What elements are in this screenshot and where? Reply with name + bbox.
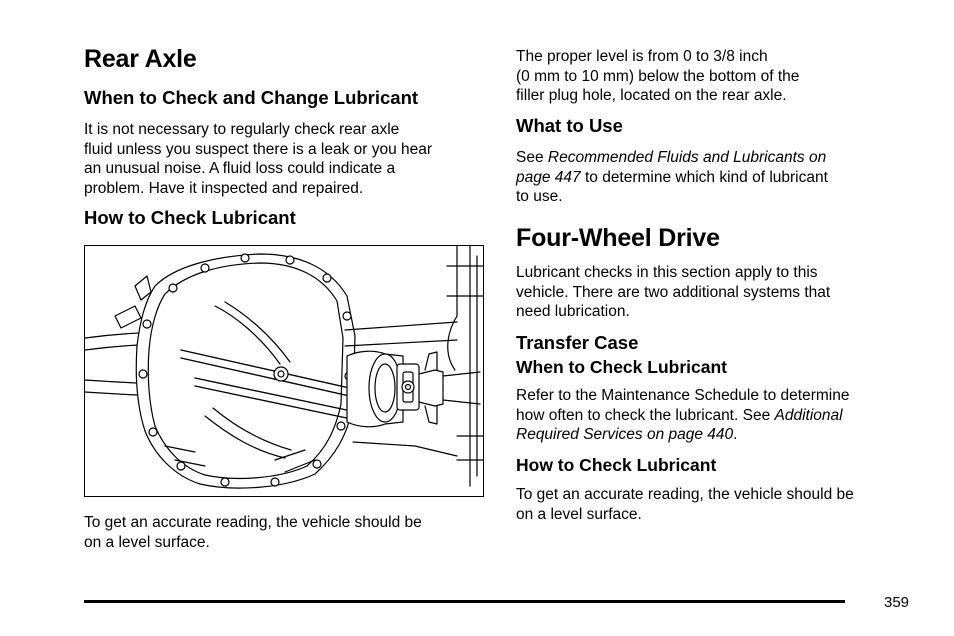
text-line: The proper level is from 0 to 3/8 inch (516, 48, 768, 65)
heading-transfer-case: Transfer Case (516, 332, 639, 353)
text-line: (0 mm to 10 mm) below the bottom of the (516, 67, 800, 85)
link-page-447[interactable]: page 447 (516, 168, 581, 186)
text-line (516, 425, 849, 445)
link-page-440[interactable]: Required Services on page 440 (516, 426, 734, 443)
heading-tc-how-to-check: How to Check Lubricant (516, 455, 717, 475)
paragraph-level-surface-right (516, 485, 854, 524)
text-line: To get an accurate reading, the vehicle should be (84, 514, 422, 531)
text-see: See (516, 149, 548, 166)
heading-what-to-use: What to Use (516, 115, 623, 136)
text-period: . (733, 426, 738, 443)
text-line: vehicle. There are two additional systems that (516, 283, 831, 301)
footer-rule (84, 600, 845, 603)
text-line: to use. (516, 188, 563, 205)
section-title-four-wheel-drive: Four-Wheel Drive (516, 224, 720, 252)
text-line: Refer to the Maintenance Schedule to determine (516, 387, 850, 404)
text-line: fluid unless you suspect there is a leak or you hear (84, 140, 433, 158)
heading-how-to-check: How to Check Lubricant (84, 207, 296, 228)
paragraph-when-to-check (84, 120, 432, 198)
heading-when-to-check-and-change: When to Check and Change Lubricant (84, 87, 419, 108)
paragraph-what-to-use (516, 148, 828, 207)
rear-axle-illustration (85, 246, 484, 497)
text-line: an unusual noise. A fluid loss could indicate a (84, 160, 396, 177)
text-line (516, 168, 828, 188)
text-determine: to determine which kind of lubricant (580, 168, 828, 186)
heading-tc-when-to-check: When to Check Lubricant (516, 357, 727, 377)
link-recommended-fluids[interactable]: Recommended Fluids and Lubricants on (547, 149, 827, 166)
text-line: on a level surface. (84, 533, 210, 551)
text-line: Lubricant checks in this section apply to this (516, 264, 818, 281)
text-line: It is not necessary to regularly check rear axle (84, 121, 400, 138)
paragraph-tc-when-to-check (516, 386, 849, 445)
text-line: To get an accurate reading, the vehicle should be (516, 486, 854, 503)
paragraph-four-wheel-drive (516, 263, 830, 322)
text-line (516, 148, 828, 168)
text-line: filler plug hole, located on the rear axle. (516, 87, 787, 104)
text-line: on a level surface. (516, 505, 642, 523)
text-how-often: how often to check the lubricant. See (516, 406, 775, 424)
rear-axle-diagram (84, 245, 484, 497)
paragraph-proper-level (516, 47, 799, 106)
text-line (516, 406, 849, 426)
text-line: need lubrication. (516, 303, 630, 320)
text-line: problem. Have it inspected and repaired. (84, 179, 364, 197)
paragraph-level-surface-left (84, 513, 422, 552)
section-title-rear-axle: Rear Axle (84, 45, 197, 73)
page-number: 359 (884, 594, 910, 611)
link-additional-services[interactable]: Additional (774, 406, 843, 424)
